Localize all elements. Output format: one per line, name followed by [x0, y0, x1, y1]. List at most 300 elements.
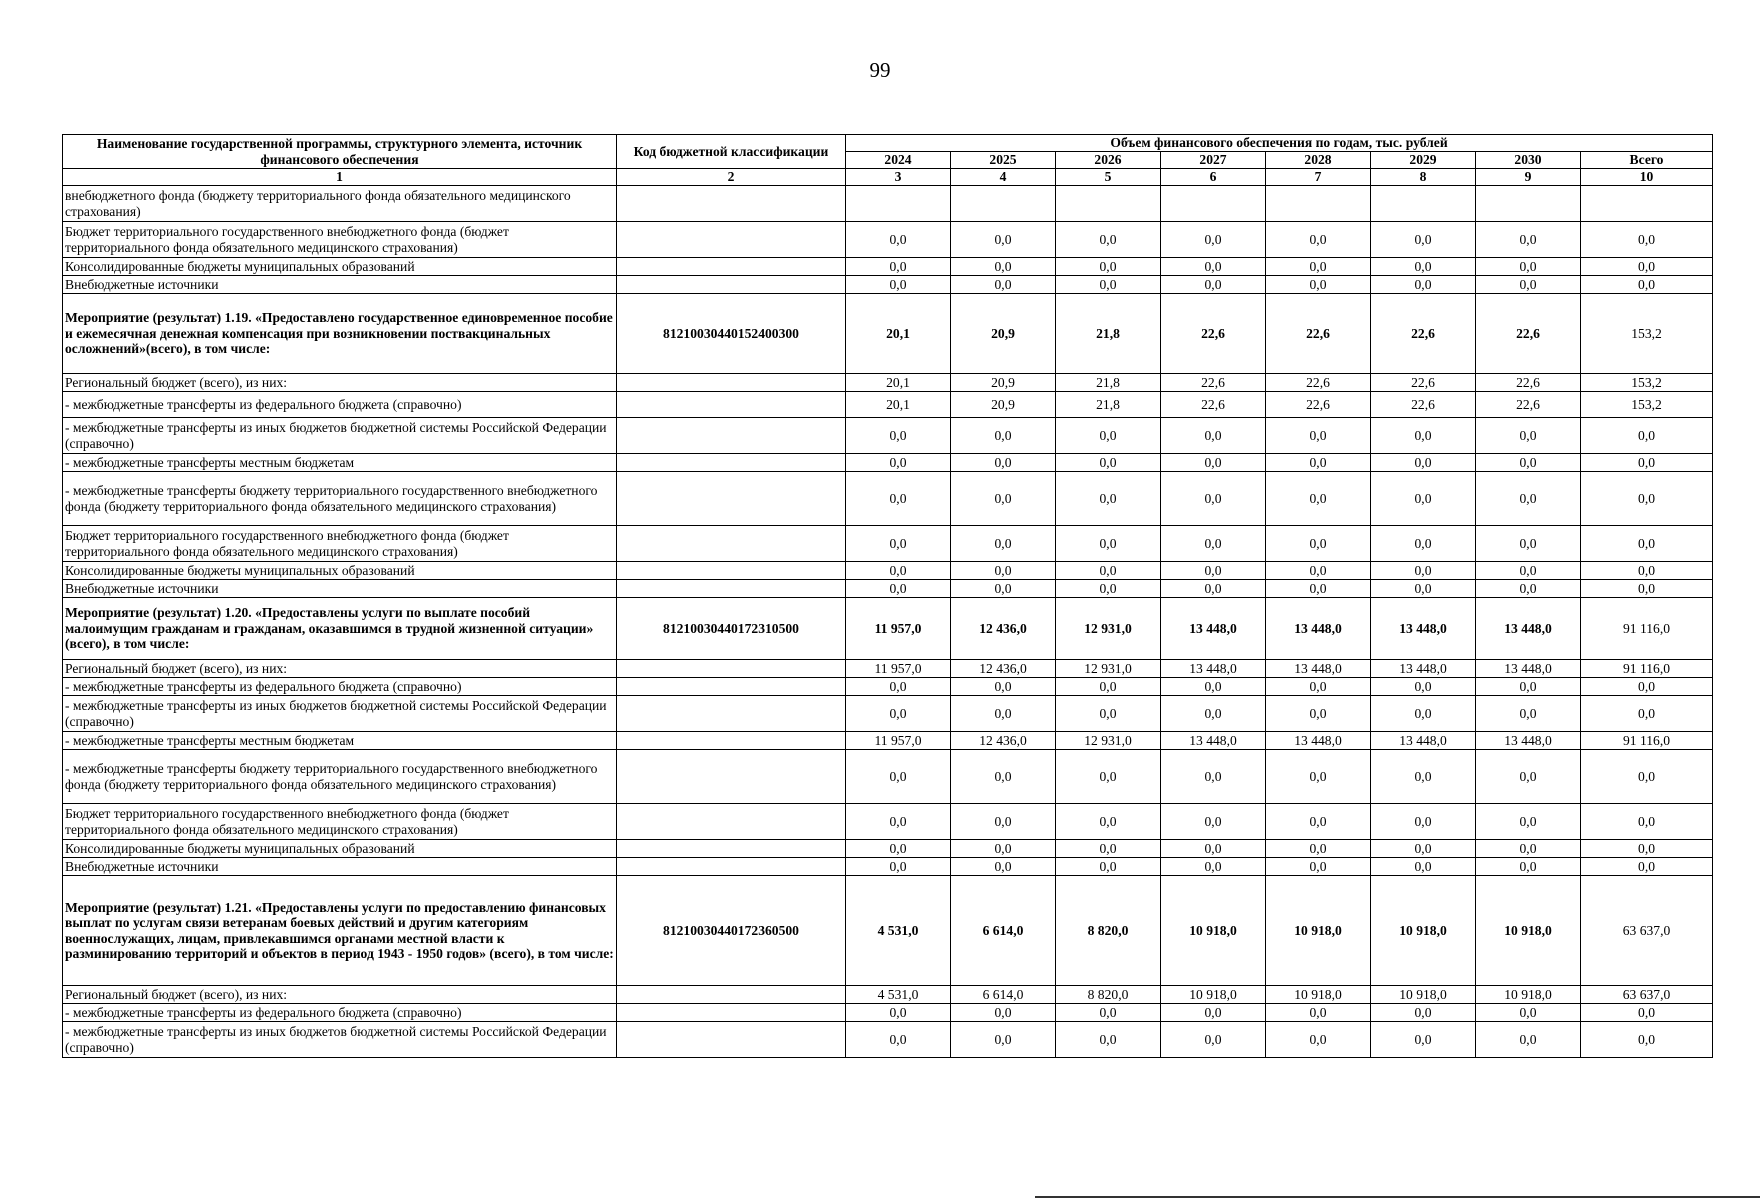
column-number: 8 [1371, 169, 1476, 186]
row-total-value: 0,0 [1581, 840, 1713, 858]
row-year-value: 0,0 [1161, 580, 1266, 598]
row-name: - межбюджетные трансферты бюджету территориального государственного внебюджетного фонда (бюджету территориального фонда обязательного медицинского страхования) [63, 472, 617, 526]
row-name: - межбюджетные трансферты бюджету территориального государственного внебюджетного фонда (бюджету территориального фонда обязательного медицинского страхования) [63, 750, 617, 804]
row-year-value: 20,1 [846, 374, 951, 392]
row-year-value: 0,0 [1056, 562, 1161, 580]
row-year-value: 0,0 [1266, 562, 1371, 580]
row-name: Внебюджетные источники [63, 858, 617, 876]
row-year-value: 0,0 [1371, 678, 1476, 696]
row-year-value: 21,8 [1056, 294, 1161, 374]
row-year-value: 0,0 [1476, 454, 1581, 472]
row-year-value [1476, 186, 1581, 222]
row-year-value: 0,0 [1056, 258, 1161, 276]
row-year-value: 0,0 [1161, 258, 1266, 276]
row-total-value: 0,0 [1581, 678, 1713, 696]
column-number: 7 [1266, 169, 1371, 186]
row-year-value: 0,0 [846, 562, 951, 580]
row-year-value: 0,0 [951, 258, 1056, 276]
row-year-value: 0,0 [846, 580, 951, 598]
row-year-value: 11 957,0 [846, 598, 951, 660]
table-row [63, 580, 1713, 598]
row-year-value: 20,9 [951, 392, 1056, 418]
row-year-value: 10 918,0 [1161, 986, 1266, 1004]
row-year-value: 0,0 [1266, 472, 1371, 526]
row-total-value: 0,0 [1581, 258, 1713, 276]
table-row [63, 750, 1713, 804]
row-budget-code [617, 258, 846, 276]
row-year-value: 0,0 [1476, 804, 1581, 840]
row-year-value: 0,0 [1266, 840, 1371, 858]
row-name: - межбюджетные трансферты из федерального бюджета (справочно) [63, 678, 617, 696]
column-number: 3 [846, 169, 951, 186]
row-year-value: 0,0 [951, 526, 1056, 562]
row-year-value: 0,0 [1371, 750, 1476, 804]
row-year-value: 22,6 [1371, 392, 1476, 418]
row-year-value: 0,0 [951, 678, 1056, 696]
scan-edge-line [1035, 1196, 1760, 1198]
column-number: 9 [1476, 169, 1581, 186]
row-year-value: 0,0 [951, 222, 1056, 258]
header-total: Всего [1581, 152, 1713, 169]
row-name: Бюджет территориального государственного внебюджетного фонда (бюджет территориального фонда обязательного медицинского страхования) [63, 222, 617, 258]
row-name: - межбюджетные трансферты из иных бюджетов бюджетной системы Российской Федерации (справочно) [63, 696, 617, 732]
row-year-value: 21,8 [1056, 374, 1161, 392]
row-year-value: 0,0 [1056, 804, 1161, 840]
row-year-value [846, 186, 951, 222]
row-total-value: 63 637,0 [1581, 876, 1713, 986]
row-year-value: 0,0 [951, 580, 1056, 598]
row-name: Консолидированные бюджеты муниципальных образований [63, 840, 617, 858]
row-year-value: 0,0 [1266, 526, 1371, 562]
row-year-value: 0,0 [951, 454, 1056, 472]
row-year-value: 13 448,0 [1266, 660, 1371, 678]
row-budget-code [617, 840, 846, 858]
row-year-value: 0,0 [1371, 1004, 1476, 1022]
row-budget-code [617, 750, 846, 804]
row-year-value: 22,6 [1266, 374, 1371, 392]
row-total-value: 0,0 [1581, 562, 1713, 580]
row-year-value: 0,0 [1371, 276, 1476, 294]
row-year-value: 0,0 [846, 696, 951, 732]
row-name: Консолидированные бюджеты муниципальных образований [63, 258, 617, 276]
row-year-value: 0,0 [1266, 276, 1371, 294]
row-year-value: 13 448,0 [1476, 660, 1581, 678]
row-total-value: 0,0 [1581, 858, 1713, 876]
row-year-value: 0,0 [1266, 696, 1371, 732]
row-name: - межбюджетные трансферты местным бюджетам [63, 732, 617, 750]
row-year-value: 0,0 [1056, 858, 1161, 876]
row-year-value: 0,0 [1371, 580, 1476, 598]
row-year-value: 0,0 [1266, 258, 1371, 276]
header-year: 2025 [951, 152, 1056, 169]
row-total-value: 0,0 [1581, 696, 1713, 732]
row-year-value: 0,0 [1476, 858, 1581, 876]
table-row [63, 418, 1713, 454]
row-budget-code: 81210030440152400300 [617, 294, 846, 374]
row-year-value: 0,0 [1056, 526, 1161, 562]
row-year-value: 0,0 [1161, 678, 1266, 696]
row-budget-code [617, 472, 846, 526]
row-year-value: 0,0 [1266, 678, 1371, 696]
row-name: Мероприятие (результат) 1.19. «Предоставлено государственное единовременное пособие и ежемесячная денежная компенсация при возникновении поствакцинальных осложнений»(всего), в том числе: [63, 294, 617, 374]
row-year-value: 0,0 [1056, 696, 1161, 732]
row-year-value: 0,0 [1371, 1022, 1476, 1058]
row-year-value: 4 531,0 [846, 986, 951, 1004]
table-body [63, 186, 1713, 1058]
table-header [63, 135, 1713, 186]
row-year-value: 0,0 [846, 840, 951, 858]
row-year-value: 0,0 [1161, 858, 1266, 876]
row-budget-code [617, 418, 846, 454]
row-year-value: 0,0 [1476, 1004, 1581, 1022]
row-year-value: 0,0 [1161, 222, 1266, 258]
row-total-value: 0,0 [1581, 472, 1713, 526]
row-year-value: 10 918,0 [1266, 876, 1371, 986]
row-year-value: 0,0 [1371, 418, 1476, 454]
row-year-value [1371, 186, 1476, 222]
row-year-value: 10 918,0 [1476, 876, 1581, 986]
row-year-value: 0,0 [951, 1022, 1056, 1058]
row-year-value: 0,0 [846, 454, 951, 472]
header-year: 2024 [846, 152, 951, 169]
row-year-value: 0,0 [1476, 840, 1581, 858]
row-budget-code [617, 986, 846, 1004]
row-year-value: 22,6 [1161, 294, 1266, 374]
row-year-value: 8 820,0 [1056, 986, 1161, 1004]
row-year-value: 0,0 [846, 258, 951, 276]
table-row [63, 392, 1713, 418]
row-year-value: 0,0 [846, 750, 951, 804]
row-total-value: 0,0 [1581, 750, 1713, 804]
column-number: 2 [617, 169, 846, 186]
row-year-value: 0,0 [951, 804, 1056, 840]
row-total-value: 153,2 [1581, 374, 1713, 392]
row-year-value: 22,6 [1476, 294, 1581, 374]
measure-row [63, 294, 1713, 374]
measure-row [63, 598, 1713, 660]
row-year-value: 0,0 [1056, 1022, 1161, 1058]
row-year-value: 0,0 [1266, 580, 1371, 598]
row-year-value: 4 531,0 [846, 876, 951, 986]
row-name: - межбюджетные трансферты из федерального бюджета (справочно) [63, 1004, 617, 1022]
row-year-value: 0,0 [951, 418, 1056, 454]
table-row [63, 186, 1713, 222]
row-year-value: 0,0 [846, 222, 951, 258]
row-year-value: 20,1 [846, 392, 951, 418]
row-budget-code [617, 696, 846, 732]
row-year-value: 0,0 [846, 1004, 951, 1022]
row-year-value [1266, 186, 1371, 222]
row-year-value: 0,0 [1056, 454, 1161, 472]
row-name: Региональный бюджет (всего), из них: [63, 986, 617, 1004]
row-year-value: 13 448,0 [1161, 732, 1266, 750]
row-total-value: 153,2 [1581, 392, 1713, 418]
row-year-value: 0,0 [1161, 804, 1266, 840]
row-year-value: 0,0 [1371, 472, 1476, 526]
row-year-value: 12 436,0 [951, 660, 1056, 678]
table-row [63, 696, 1713, 732]
header-code: Код бюджетной классификации [617, 135, 846, 169]
row-year-value: 0,0 [1161, 276, 1266, 294]
header-year: 2026 [1056, 152, 1161, 169]
column-number: 5 [1056, 169, 1161, 186]
table-row [63, 986, 1713, 1004]
row-year-value: 0,0 [1161, 454, 1266, 472]
row-total-value: 63 637,0 [1581, 986, 1713, 1004]
row-name: Бюджет территориального государственного внебюджетного фонда (бюджет территориального фонда обязательного медицинского страхования) [63, 804, 617, 840]
row-year-value: 0,0 [1161, 472, 1266, 526]
row-year-value: 22,6 [1476, 374, 1581, 392]
row-year-value: 0,0 [951, 696, 1056, 732]
row-year-value: 0,0 [1371, 804, 1476, 840]
row-year-value: 0,0 [1161, 1004, 1266, 1022]
row-total-value: 0,0 [1581, 454, 1713, 472]
row-budget-code [617, 222, 846, 258]
row-total-value: 153,2 [1581, 294, 1713, 374]
row-year-value: 13 448,0 [1371, 660, 1476, 678]
header-name: Наименование государственной программы, структурного элемента, источник финансового обеспечения [63, 135, 617, 169]
row-year-value: 13 448,0 [1371, 732, 1476, 750]
row-year-value: 10 918,0 [1371, 986, 1476, 1004]
column-number: 1 [63, 169, 617, 186]
row-year-value: 12 931,0 [1056, 598, 1161, 660]
row-year-value: 0,0 [1371, 840, 1476, 858]
row-year-value: 13 448,0 [1161, 660, 1266, 678]
row-year-value: 10 918,0 [1476, 986, 1581, 1004]
row-budget-code [617, 454, 846, 472]
row-year-value: 0,0 [1266, 222, 1371, 258]
row-year-value: 0,0 [1476, 222, 1581, 258]
row-year-value: 13 448,0 [1371, 598, 1476, 660]
row-total-value: 0,0 [1581, 526, 1713, 562]
row-year-value: 0,0 [1161, 750, 1266, 804]
row-year-value: 13 448,0 [1266, 598, 1371, 660]
row-year-value: 12 931,0 [1056, 732, 1161, 750]
row-year-value: 0,0 [951, 276, 1056, 294]
row-total-value: 0,0 [1581, 418, 1713, 454]
table-row [63, 374, 1713, 392]
row-budget-code [617, 580, 846, 598]
row-budget-code: 81210030440172360500 [617, 876, 846, 986]
row-year-value: 21,8 [1056, 392, 1161, 418]
row-year-value: 0,0 [1056, 840, 1161, 858]
table-row [63, 276, 1713, 294]
row-total-value: 0,0 [1581, 580, 1713, 598]
row-budget-code [617, 374, 846, 392]
row-year-value [1161, 186, 1266, 222]
table-row [63, 472, 1713, 526]
row-budget-code [617, 804, 846, 840]
row-total-value: 91 116,0 [1581, 660, 1713, 678]
row-year-value: 0,0 [951, 562, 1056, 580]
row-year-value: 0,0 [1161, 562, 1266, 580]
row-name: Консолидированные бюджеты муниципальных образований [63, 562, 617, 580]
row-year-value: 0,0 [846, 1022, 951, 1058]
row-year-value: 0,0 [846, 526, 951, 562]
row-year-value: 0,0 [1266, 418, 1371, 454]
row-total-value [1581, 186, 1713, 222]
row-year-value: 0,0 [1476, 750, 1581, 804]
row-budget-code [617, 858, 846, 876]
row-year-value: 0,0 [1371, 562, 1476, 580]
header-financing-group: Объем финансового обеспечения по годам, тыс. рублей [846, 135, 1713, 152]
row-year-value: 22,6 [1266, 392, 1371, 418]
row-year-value: 0,0 [1161, 526, 1266, 562]
row-budget-code [617, 392, 846, 418]
row-year-value: 20,9 [951, 294, 1056, 374]
row-year-value: 10 918,0 [1266, 986, 1371, 1004]
row-year-value: 0,0 [1161, 840, 1266, 858]
table-row [63, 1022, 1713, 1058]
row-year-value: 0,0 [846, 418, 951, 454]
row-total-value: 0,0 [1581, 276, 1713, 294]
row-year-value: 0,0 [1161, 1022, 1266, 1058]
row-year-value: 0,0 [1371, 222, 1476, 258]
row-name: Региональный бюджет (всего), из них: [63, 660, 617, 678]
header-year: 2029 [1371, 152, 1476, 169]
row-year-value: 22,6 [1371, 294, 1476, 374]
row-year-value: 0,0 [1371, 258, 1476, 276]
row-year-value: 0,0 [1161, 418, 1266, 454]
row-year-value [1056, 186, 1161, 222]
row-budget-code [617, 1004, 846, 1022]
row-year-value: 0,0 [1476, 418, 1581, 454]
row-total-value: 0,0 [1581, 804, 1713, 840]
row-budget-code [617, 562, 846, 580]
row-budget-code [617, 526, 846, 562]
header-year: 2030 [1476, 152, 1581, 169]
table-row [63, 454, 1713, 472]
row-year-value: 0,0 [1056, 276, 1161, 294]
row-year-value: 0,0 [846, 276, 951, 294]
row-year-value: 22,6 [1371, 374, 1476, 392]
row-year-value: 0,0 [1476, 1022, 1581, 1058]
row-year-value: 0,0 [1266, 804, 1371, 840]
row-year-value: 0,0 [1056, 1004, 1161, 1022]
row-name: - межбюджетные трансферты местным бюджетам [63, 454, 617, 472]
row-year-value: 0,0 [846, 472, 951, 526]
page-number: 99 [869, 58, 891, 82]
row-year-value: 0,0 [951, 840, 1056, 858]
row-year-value: 10 918,0 [1371, 876, 1476, 986]
row-year-value: 22,6 [1476, 392, 1581, 418]
row-year-value: 13 448,0 [1266, 732, 1371, 750]
table-row [63, 678, 1713, 696]
row-year-value: 0,0 [1371, 858, 1476, 876]
row-year-value: 0,0 [846, 804, 951, 840]
row-name: - межбюджетные трансферты из иных бюджетов бюджетной системы Российской Федерации (справочно) [63, 1022, 617, 1058]
table-row [63, 732, 1713, 750]
row-year-value: 12 436,0 [951, 598, 1056, 660]
table-row [63, 1004, 1713, 1022]
column-number: 10 [1581, 169, 1713, 186]
row-year-value: 0,0 [951, 472, 1056, 526]
row-year-value: 0,0 [1371, 526, 1476, 562]
row-year-value: 0,0 [1056, 472, 1161, 526]
row-year-value: 0,0 [1056, 418, 1161, 454]
row-year-value: 0,0 [1056, 580, 1161, 598]
row-name: Мероприятие (результат) 1.20. «Предоставлены услуги по выплате пособий малоимущим гражданам и гражданам, оказавшимся в трудной жизненной ситуации» (всего), в том числе: [63, 598, 617, 660]
row-name: Мероприятие (результат) 1.21. «Предоставлены услуги по предоставлению финансовых выплат по услугам связи ветеранам боевых действий и другим категориям военнослужащих, лицам, привлекавшимся органами местной власти к разминированию территорий и объектов в период 1943 - 1950 годов» (всего), в том числе: [63, 876, 617, 986]
row-year-value: 0,0 [1371, 696, 1476, 732]
row-year-value: 13 448,0 [1476, 598, 1581, 660]
row-year-value: 0,0 [1266, 1004, 1371, 1022]
row-year-value: 20,9 [951, 374, 1056, 392]
row-year-value: 0,0 [1266, 454, 1371, 472]
row-year-value: 0,0 [1371, 454, 1476, 472]
row-budget-code [617, 1022, 846, 1058]
row-budget-code [617, 660, 846, 678]
row-year-value: 0,0 [951, 750, 1056, 804]
row-budget-code: 81210030440172310500 [617, 598, 846, 660]
table-row [63, 840, 1713, 858]
column-number: 4 [951, 169, 1056, 186]
row-year-value: 13 448,0 [1161, 598, 1266, 660]
measure-row [63, 876, 1713, 986]
financing-table [62, 134, 1713, 1058]
row-year-value [951, 186, 1056, 222]
row-name: Региональный бюджет (всего), из них: [63, 374, 617, 392]
row-name: - межбюджетные трансферты из иных бюджетов бюджетной системы Российской Федерации (справочно) [63, 418, 617, 454]
row-year-value: 11 957,0 [846, 732, 951, 750]
table-row [63, 258, 1713, 276]
row-year-value: 0,0 [846, 858, 951, 876]
row-year-value: 0,0 [1476, 696, 1581, 732]
table-row [63, 222, 1713, 258]
row-year-value: 0,0 [1266, 858, 1371, 876]
row-year-value: 0,0 [951, 1004, 1056, 1022]
row-year-value: 0,0 [1056, 678, 1161, 696]
header-year: 2027 [1161, 152, 1266, 169]
row-year-value: 11 957,0 [846, 660, 951, 678]
table-row [63, 526, 1713, 562]
row-total-value: 0,0 [1581, 222, 1713, 258]
header-year: 2028 [1266, 152, 1371, 169]
row-name: Внебюджетные источники [63, 580, 617, 598]
row-year-value: 8 820,0 [1056, 876, 1161, 986]
row-year-value: 0,0 [1266, 750, 1371, 804]
table-row [63, 562, 1713, 580]
row-year-value: 0,0 [1476, 276, 1581, 294]
row-total-value: 0,0 [1581, 1022, 1713, 1058]
row-year-value: 12 931,0 [1056, 660, 1161, 678]
table-row [63, 858, 1713, 876]
row-year-value: 22,6 [1161, 374, 1266, 392]
row-year-value: 6 614,0 [951, 986, 1056, 1004]
row-total-value: 91 116,0 [1581, 598, 1713, 660]
row-year-value: 0,0 [1476, 526, 1581, 562]
row-year-value: 6 614,0 [951, 876, 1056, 986]
row-name: Внебюджетные источники [63, 276, 617, 294]
table-row [63, 804, 1713, 840]
row-name: Бюджет территориального государственного внебюджетного фонда (бюджет территориального фонда обязательного медицинского страхования) [63, 526, 617, 562]
row-year-value: 0,0 [1266, 1022, 1371, 1058]
row-year-value: 13 448,0 [1476, 732, 1581, 750]
row-year-value: 0,0 [1476, 580, 1581, 598]
row-budget-code [617, 732, 846, 750]
row-total-value: 91 116,0 [1581, 732, 1713, 750]
row-budget-code [617, 186, 846, 222]
row-year-value: 0,0 [1476, 472, 1581, 526]
column-number: 6 [1161, 169, 1266, 186]
row-year-value: 0,0 [1476, 678, 1581, 696]
row-year-value: 0,0 [1056, 222, 1161, 258]
row-year-value: 0,0 [951, 858, 1056, 876]
row-year-value: 0,0 [1056, 750, 1161, 804]
row-year-value: 0,0 [1476, 258, 1581, 276]
row-year-value: 10 918,0 [1161, 876, 1266, 986]
row-year-value: 20,1 [846, 294, 951, 374]
